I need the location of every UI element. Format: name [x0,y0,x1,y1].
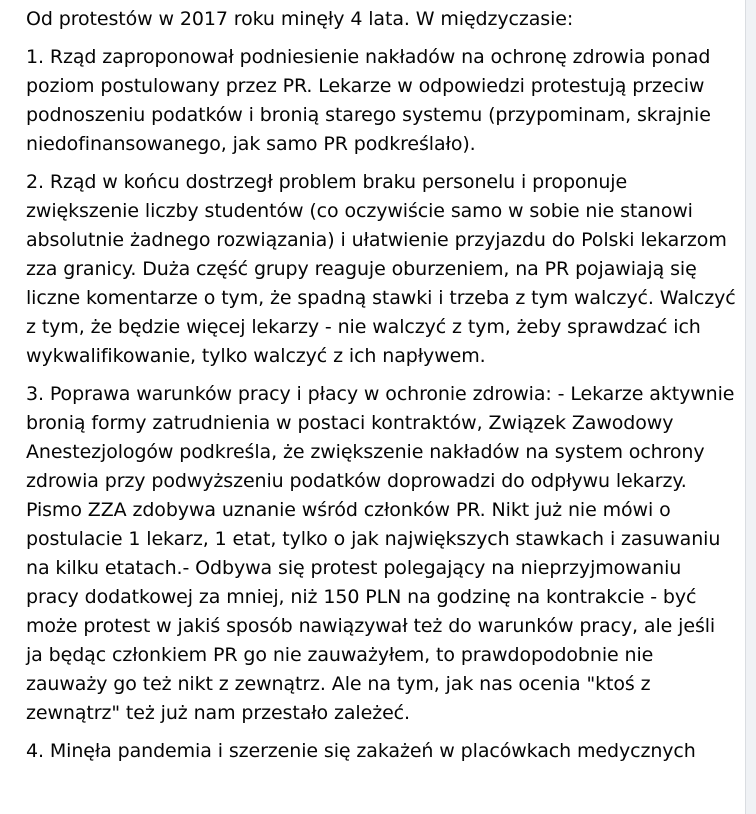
post-paragraph-1: 1. Rząd zaproponował podniesienie nakładów na ochronę zdrowia ponad poziom postulowany przez PR. Lekarze w odpowiedzi protestują przeciw podnoszeniu podatków i bronią starego systemu (przypominam, skrajnie niedofinansowanego, jak samo PR podkreślało). [26,46,711,155]
post-text [26,5,736,766]
post-paragraph-intro: Od protestów w 2017 roku minęły 4 lata. W międzyczasie: [26,8,574,30]
post-paragraph-3: 3. Poprawa warunków pracy i płacy w ochronie zdrowia: - Lekarze aktywnie bronią formy zatrudnienia w postaci kontraktów, Związek Zawodowy Anestezjologów podkreśla, że zwiększenie nakładów na system ochrony zdrowia przy podwyższeniu podatków doprowadzi do odpływu lekarzy. Pismo ZZA zdobywa uznanie wśród członków PR. Nikt już nie mówi o postulacie 1 lekarz, 1 etat, tylko o jak największych stawkach i zasuwaniu na kilku etatach.- Odbywa się protest polegający na nieprzyjmowaniu pracy dodatkowej za mniej, niż 150 PLN na godzinę na kontrakcie - być może protest w jakiś sposób nawiązywał też do warunków pracy, ale jeśli ja będąc członkiem PR go nie zauważyłem, to prawdopodobnie nie zauważy go też nikt z zewnątrz. Ale na tym, jak nas ocenia "ktoś z zewnątrz" też już nam przestało zależeć. [26,383,735,724]
post-paragraph-4: 4. Minęła pandemia i szerzenie się zakażeń w placówkach medycznych [26,740,696,762]
post-paragraph-2: 2. Rząd w końcu dostrzegł problem braku personelu i proponuje zwiększenie liczby studentów (co oczywiście samo w sobie nie stanowi absolutnie żadnego rozwiązania) i ułatwienie przyjazdu do Polski lekarzom zza granicy. Duża część grupy reaguje oburzeniem, na PR pojawiają się liczne komentarze o tym, że spadną stawki i trzeba z tym walczyć. Walczyć z tym, że będzie więcej lekarzy - nie walczyć z tym, żeby sprawdzać ich wykwalifikowanie, tylko walczyć z ich napływem. [26,171,736,367]
